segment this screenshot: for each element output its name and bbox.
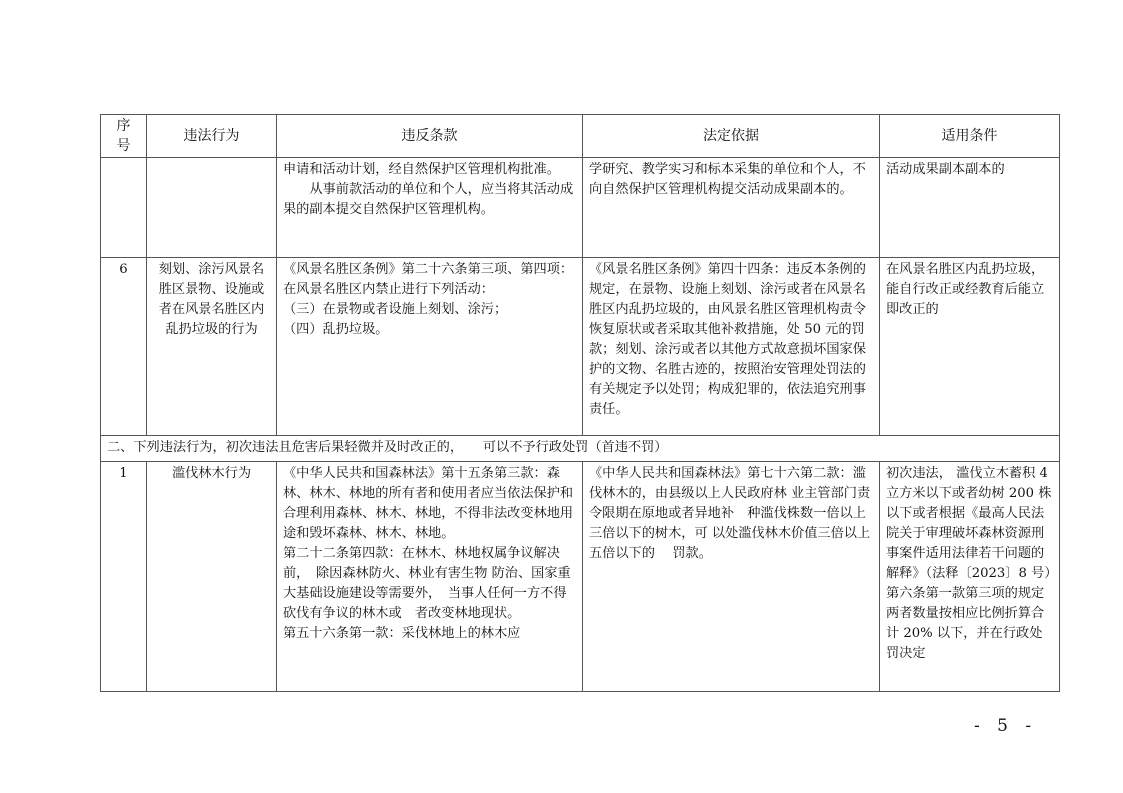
table-row [101,158,1060,258]
clause-paragraph: 《风景名胜区条例》第二十六条第三项、第四项：在风景名胜区内禁止进行下列活动： [283,262,574,297]
cell-clause [277,462,583,692]
clause-paragraph: 第二十二条第四款：在林木、林地权属争议解决前， 除因森林防火、林业有害生物 防治、国家重大基础设施建设等需要外， 当事人任何一方不得砍伐有争议的林木或 者改变林地现状。 [283,546,571,621]
clause-paragraph: 《中华人民共和国森林法》第十五条第三款：森林、林木、林地的所有者和使用者应当依法保护和合理利用森林、林木、林地，不得非法改变林地用途和毁坏森林、林木、林地。 [283,466,574,541]
header-seq: 序号 [101,115,147,158]
cell-act: 刻划、涂污风景名胜区景物、设施或者在风景名胜区内乱扔垃圾的行为 [147,258,277,436]
header-clause: 违反条款 [277,115,583,158]
header-condition: 适用条件 [880,115,1060,158]
penalty-table [100,114,1060,692]
cell-condition: 初次违法， 滥伐立木蓄积 4 立方米以下或者幼树 200 株以下或者根据《最高人民法院关于审理破坏森林资源刑事案件适用法律若干问题的解释》（法释〔2023〕8 号）第六条第一款第三项的规定两者数量按相应比例折算合计 20% 以下，并在行政处罚决定 [880,462,1060,692]
clause-paragraph: （三）在景物或者设施上刻划、涂污； [283,302,508,317]
cell-basis: 《风景名胜区条例》第四十四条：违反本条例的规定，在景物、设施上刻划、涂污或者在风景名胜区内乱扔垃圾的，由风景名胜区管理机构责令恢复原状或者采取其他补救措施，处 50 元的罚款；刻划、涂污或者以其他方式故意损坏国家保护的文物、名胜古迹的，按照治安管理处罚法的有关规定予以处罚；构成犯罪的，依法追究刑事责任。 [583,258,880,436]
page-number: - 5 - [974,716,1038,736]
cell-seq: 6 [101,258,147,436]
cell-act: 滥伐林木行为 [147,462,277,692]
table-row [101,258,1060,436]
cell-clause [277,158,583,258]
table-row [101,462,1060,692]
cell-clause [277,258,583,436]
cell-condition: 在风景名胜区内乱扔垃圾，能自行改正或经教育后能立即改正的 [880,258,1060,436]
clause-paragraph: 从事前款活动的单位和个人，应当将其活动成果的副本提交自然保护区管理机构。 [283,182,574,217]
header-basis: 法定依据 [583,115,880,158]
clause-paragraph: 第五十六条第一款：采伐林地上的林木应 [283,626,521,641]
cell-basis: 《中华人民共和国森林法》第七十六第二款：滥伐林木的，由县级以上人民政府林 业主管部门责令限期在原地或者异地补 种滥伐株数一倍以上三倍以下的树木，可 以处滥伐林木价值三倍以上五倍以下的 罚款。 [583,462,880,692]
clause-paragraph: （四）乱扔垃圾。 [283,322,389,337]
header-act: 违法行为 [147,115,277,158]
cell-basis: 学研究、教学实习和标本采集的单位和个人，不向自然保护区管理机构提交活动成果副本的。 [583,158,880,258]
clause-paragraph: 申请和活动计划，经自然保护区管理机构批准。 [283,162,560,177]
cell-seq: 1 [101,462,147,692]
section-heading: 二、下列违法行为，初次违法且危害后果轻微并及时改正的， 可以不予行政处罚（首违不罚） [101,436,1060,462]
cell-seq [101,158,147,258]
cell-act [147,158,277,258]
cell-condition: 活动成果副本副本的 [880,158,1060,258]
table-header-row [101,115,1060,158]
section-row [101,436,1060,462]
